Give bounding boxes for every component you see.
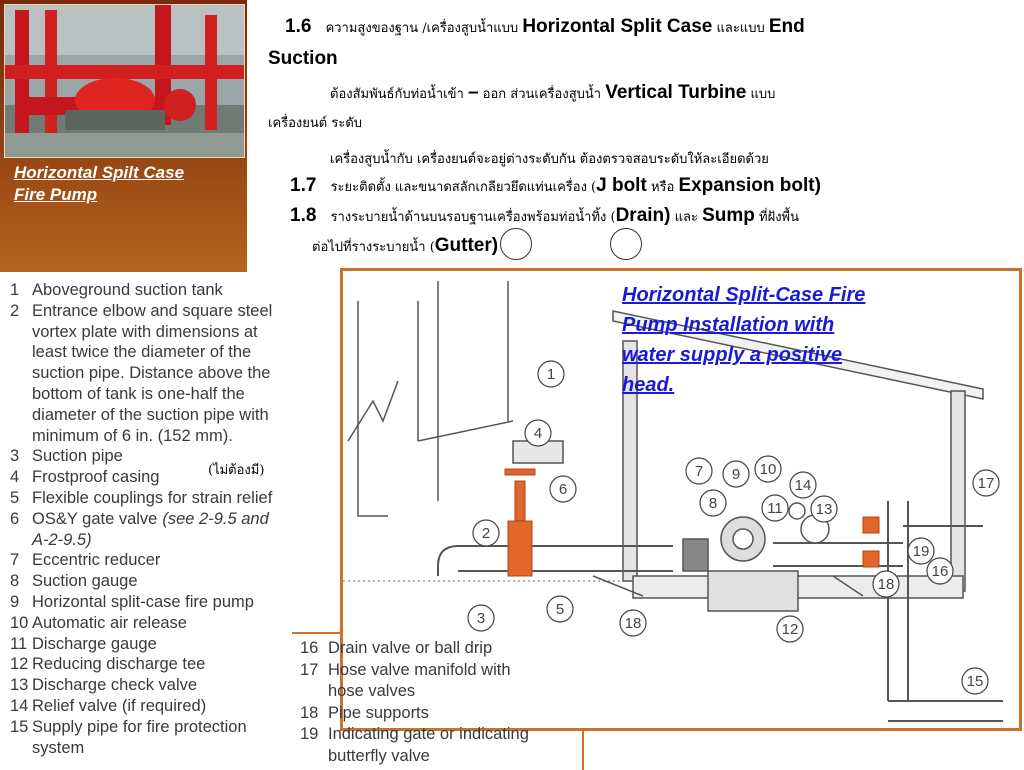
text-line-2 (268, 48, 338, 70)
legend-item-text: Pipe supports (328, 703, 429, 722)
legend-item (10, 613, 187, 633)
text-segment: และ (674, 210, 698, 225)
legend-item (10, 342, 251, 362)
title-line-4[interactable]: head. (622, 374, 675, 396)
annotation-circle (610, 228, 642, 260)
legend-item (10, 426, 233, 446)
text-segment: End (768, 16, 805, 37)
text-segment: เครื่องสูบน้ำกับ เครื่องยนต์จะอยู่ต่างระดับกัน ต้องตรวจสอบระดับให้ละเอียดด้วย (330, 152, 769, 167)
legend-item-text: Reducing discharge tee (32, 655, 206, 674)
legend-item-text: suction pipe. Distance above the (32, 364, 271, 383)
legend-item-number: 12 (10, 655, 29, 674)
title-line-1[interactable]: Horizontal Split-Case Fire (622, 284, 866, 306)
legend-item (10, 363, 271, 383)
legend-item-text: Flexible couplings for strain relief (32, 489, 273, 507)
text-segment: ความสูงของฐาน /เครื่องสูบน้ำแบบ (325, 21, 519, 36)
fire-pump-photo (4, 4, 245, 158)
legend2-item (300, 746, 430, 766)
annotation-circle (500, 228, 532, 260)
text-segment: Sump (702, 205, 755, 226)
text-line-7 (290, 205, 799, 227)
legend-item-text: Frostproof casing (32, 468, 160, 487)
legend-item-text: Horizontal split-case fire pump (32, 593, 254, 611)
callout-label: 19 (912, 543, 930, 560)
legend-item-text: Aboveground suction tank (32, 281, 223, 299)
legend2-item (300, 724, 529, 744)
text-segment: หรือ (650, 180, 675, 195)
legend-item (10, 509, 269, 529)
callout-label: 18 (624, 615, 642, 632)
legend-item (10, 634, 157, 654)
text-segment: ต่อไปที่รางระบายน้ำ ( (312, 240, 435, 255)
text-line-4 (268, 112, 362, 133)
text-segment: J bolt (596, 175, 647, 196)
text-segment: รางระบายน้ำด้านบนรอบฐานเครื่องพร้อมท่อน้ำทิ้ง ( (330, 210, 616, 225)
legend-item-text: Suction gauge (32, 572, 138, 591)
legend-item-number: 4 (10, 468, 20, 487)
legend-item-number: 6 (10, 509, 20, 528)
caption-line-1: Horizontal Spilt Case (14, 163, 185, 182)
title-line-2[interactable]: Pump Installation with (622, 314, 835, 336)
text-segment: Drain) (615, 205, 671, 226)
frostproof-note: (ไม่ต้องมี) (208, 463, 265, 478)
legend-item-text: Hose valve manifold with (328, 660, 511, 679)
text-segment: ระยะติดตั้ง และขนาดสลักเกลียวยึดแท่นเครื่อง ( (330, 180, 597, 195)
text-segment: Suction (268, 48, 338, 69)
legend2-item (300, 703, 429, 723)
legend-item (10, 446, 123, 466)
legend-item (10, 384, 245, 404)
text-segment: Horizontal Split Case (522, 16, 713, 37)
legend-item-number: 17 (300, 660, 319, 679)
callout-label: 4 (533, 425, 543, 442)
legend2-item (300, 660, 511, 680)
text-line-6 (290, 175, 821, 197)
legend-item (10, 571, 138, 591)
callout-label: 17 (977, 475, 995, 492)
text-segment: แบบ (750, 87, 776, 102)
legend-item-text: least twice the diameter of the (32, 343, 252, 362)
legend-item (10, 405, 269, 425)
text-segment: ออก ส่วนเครื่องสูบน้ำ (482, 87, 602, 102)
legend-item-number: 9 (10, 593, 20, 611)
callout-label: 7 (694, 463, 704, 480)
item-number: 1.6 (285, 16, 312, 37)
text-line-3 (330, 82, 775, 104)
legend-item-text: diameter of the suction pipe with (32, 405, 269, 424)
legend-item-number: 7 (10, 551, 20, 570)
title-line-3[interactable]: water supply a positive (622, 344, 843, 366)
text-segment: – (467, 82, 479, 103)
callout-label: 3 (476, 610, 486, 627)
legend-item-text: bottom of tank is one-half the (32, 385, 245, 403)
legend-item-number: 3 (10, 447, 20, 466)
callout-label: 16 (931, 563, 949, 580)
legend-item (10, 488, 272, 508)
callout-label: 2 (481, 525, 491, 542)
legend-item-number: 19 (300, 725, 319, 743)
legend-item-number: 8 (10, 572, 20, 591)
text-segment: Expansion bolt) (678, 175, 821, 196)
text-line-5 (330, 148, 769, 169)
callout-label: 8 (708, 495, 718, 512)
callout-label: 1 (546, 366, 556, 383)
legend-item-text: system (32, 738, 85, 757)
legend-item (10, 467, 159, 487)
legend-item-text: minimum of 6 in. (152 mm). (32, 426, 233, 445)
legend-item-number: 10 (10, 613, 29, 632)
text-segment: ต้องสัมพันธ์กับท่อน้ำเข้า (330, 87, 464, 102)
legend-item (10, 280, 223, 300)
legend-item (10, 592, 254, 612)
item-number: 1.8 (290, 205, 317, 226)
callout-label: 11 (767, 500, 783, 517)
legend-item-number: 1 (10, 281, 20, 299)
text-segment: และแบบ (716, 21, 765, 36)
legend-item-number: 13 (10, 676, 29, 695)
callout-label: 10 (759, 461, 777, 478)
legend-item-text: Discharge check valve (32, 676, 198, 695)
legend-item-text: Supply pipe for fire protection (32, 717, 247, 736)
legend-item-number: 18 (300, 703, 319, 722)
legend-item-number: 2 (10, 301, 20, 320)
legend-item-number: 16 (300, 639, 319, 657)
item-number: 1.7 (290, 175, 317, 196)
legend-item (10, 654, 205, 674)
legend-item (10, 717, 247, 737)
legend-item-note: A-2-9.5) (32, 530, 92, 549)
text-segment: เครื่องยนต์ ระดับ (268, 116, 363, 131)
caption-line-2: Fire Pump (14, 185, 98, 204)
legend-item-text: butterfly valve (328, 746, 430, 765)
legend-item-text: Discharge gauge (32, 634, 157, 653)
legend-item-text: Automatic air release (32, 613, 187, 632)
legend-item-text: Eccentric reducer (32, 551, 161, 570)
legend-item (10, 675, 197, 695)
legend-item (10, 550, 160, 570)
text-segment: ที่ฝังพื้น (759, 210, 800, 225)
text-line-1 (285, 16, 805, 38)
callout-label: 15 (966, 673, 984, 690)
legend-item-text: Relief valve (if required) (32, 697, 207, 715)
legend-item-text: Entrance elbow and square steel (32, 301, 273, 320)
callout-label: 5 (555, 601, 565, 618)
text-segment: Vertical Turbine (605, 82, 747, 103)
callout-label: 13 (815, 501, 833, 518)
legend-item-text: Indicating gate or indicating (328, 725, 529, 743)
legend-item-text: Suction pipe (32, 447, 123, 466)
callout-label: 12 (781, 621, 799, 638)
callout-label: 14 (794, 477, 812, 494)
diagram-title[interactable] (622, 280, 942, 400)
legend-item-text: vortex plate with dimensions at (32, 322, 258, 341)
legend-item-number: 11 (10, 634, 28, 653)
legend2-item (300, 638, 492, 658)
legend-item-note: (see 2-9.5 and (162, 509, 269, 528)
callout-label: 9 (731, 466, 741, 483)
legend-item-number: 14 (10, 697, 29, 715)
legend-item (10, 738, 84, 758)
legend-item-number: 15 (10, 717, 29, 736)
legend-item (10, 696, 206, 716)
legend-item-number: 5 (10, 489, 20, 507)
legend-item-text: hose valves (328, 682, 416, 700)
photo-caption (14, 162, 246, 206)
callout-label: 18 (877, 576, 895, 593)
callout-label: 6 (558, 481, 568, 498)
legend-item-text: OS&Y gate valve (32, 509, 158, 528)
legend-item (10, 322, 258, 342)
text-segment: Gutter) (434, 235, 499, 256)
legend2-item (300, 681, 415, 701)
legend-item (10, 301, 272, 321)
legend-item-text: Drain valve or ball drip (328, 639, 493, 657)
text-line-8 (312, 235, 498, 257)
